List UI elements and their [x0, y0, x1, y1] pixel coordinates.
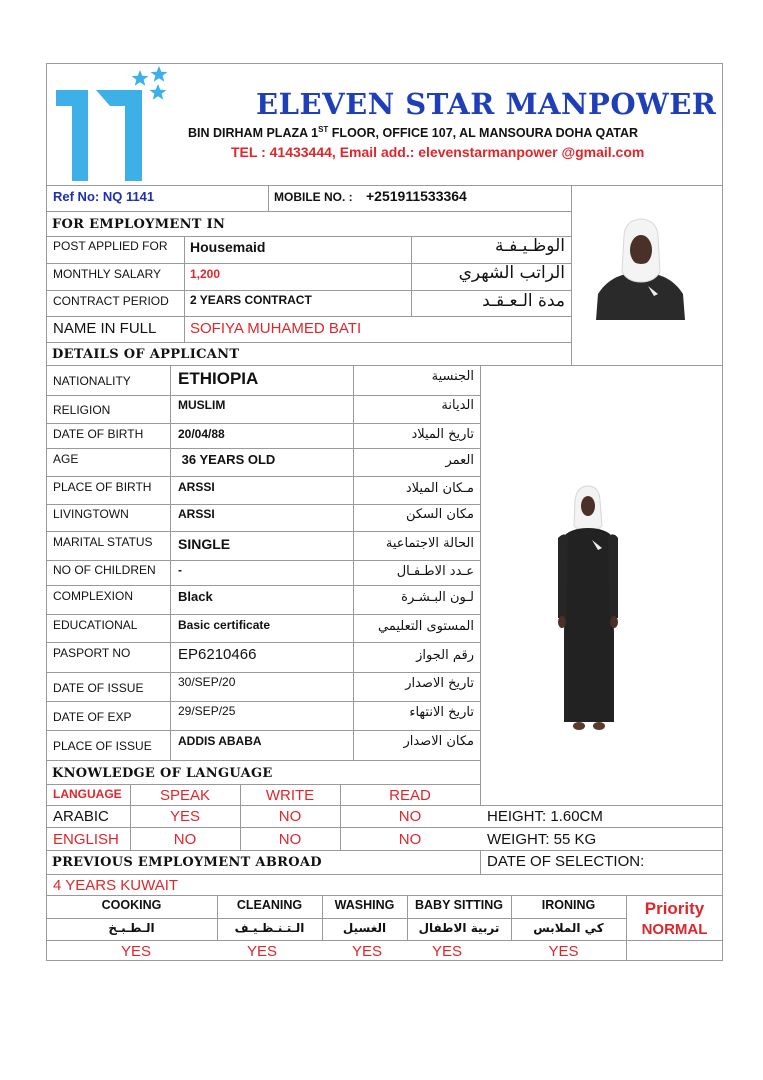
address-part1: BIN DIRHAM PLAZA 1	[188, 126, 319, 141]
company-address	[188, 126, 638, 140]
date-of-exp-value: 29/SEP/25	[178, 704, 236, 718]
nationality-label: NATIONALITY	[53, 374, 131, 388]
priority-value: NORMAL	[641, 921, 708, 938]
educational-label: EDUCATIONAL	[53, 618, 138, 632]
place-of-issue-value: ADDIS ABABA	[178, 734, 262, 748]
details-heading: DETAILS OF APPLICANT	[52, 347, 240, 362]
divider	[411, 236, 412, 316]
skill-baby-sitting-value: YES	[431, 943, 462, 960]
divider	[184, 236, 185, 342]
place-of-birth-label: PLACE OF BIRTH	[53, 480, 152, 494]
skill-cleaning-arabic: الـتـنـظـيـف	[234, 921, 305, 935]
star-icon	[151, 66, 168, 82]
complexion-value: Black	[178, 589, 213, 604]
age-value: 36 YEARS OLD	[178, 452, 276, 467]
post-applied-arabic: الوظـيـفـة	[494, 236, 565, 256]
address-part2: FLOOR, OFFICE 107, AL MANSOURA DOHA QATAR	[328, 126, 639, 141]
dob-arabic: تاريخ الميلاد	[411, 427, 474, 442]
language-arabic-speak: YES	[169, 808, 200, 825]
divider	[46, 395, 480, 396]
divider	[480, 365, 481, 805]
company-name: ELEVEN STAR MANPOWER	[256, 87, 717, 121]
date-of-issue-arabic: تاريخ الاصدار	[405, 676, 474, 691]
skill-cooking-value: YES	[120, 943, 151, 960]
mobile-value: +251911533364	[366, 188, 467, 204]
divider	[46, 531, 480, 532]
priority-label: Priority	[644, 899, 705, 918]
livingtown-label: LIVINGTOWN	[53, 507, 129, 521]
place-of-issue-arabic: مكان الاصدار	[403, 734, 474, 749]
divider	[46, 701, 480, 702]
children-arabic: عـدد الاطـفـال	[396, 564, 474, 579]
divider	[46, 760, 480, 761]
passport-label: PASPORT NO	[53, 646, 131, 660]
date-of-exp-label: DATE OF EXP	[53, 710, 132, 724]
mobile-label: MOBILE NO. :	[274, 190, 353, 204]
divider	[46, 642, 480, 643]
divider	[46, 342, 571, 343]
address-sup: ST	[318, 125, 329, 134]
date-of-selection-label: DATE OF SELECTION:	[487, 853, 645, 870]
livingtown-value: ARSSI	[178, 507, 215, 521]
logo-digit-2	[96, 90, 142, 181]
divider	[571, 185, 572, 365]
divider	[46, 895, 723, 896]
skill-baby-sitting-arabic: تربية الاطفال	[418, 921, 500, 935]
salary-value: 1,200	[190, 267, 221, 281]
skill-washing-arabic: الغسيل	[342, 921, 387, 935]
skill-baby-sitting-label: BABY SITTING	[415, 898, 503, 912]
divider	[353, 365, 354, 760]
divider	[46, 476, 480, 477]
language-english-name: ENGLISH	[53, 831, 119, 848]
name-label: NAME IN FULL	[53, 320, 157, 337]
children-value: -	[178, 563, 182, 577]
weight-value: WEIGHT: 55 KG	[487, 831, 597, 848]
divider	[268, 185, 269, 211]
date-of-exp-arabic: تاريخ الانتهاء	[409, 705, 474, 720]
star-icon	[132, 70, 149, 86]
language-english-read: NO	[398, 831, 422, 848]
divider	[46, 850, 723, 851]
contract-arabic: مدة الـعـقـد	[482, 291, 565, 311]
skill-ironing-arabic: كي الملابس	[533, 921, 604, 935]
language-english-write: NO	[278, 831, 302, 848]
religion-label: RELIGION	[53, 403, 111, 417]
language-col-language: LANGUAGE	[53, 787, 122, 801]
passport-value: EP6210466	[178, 646, 257, 663]
divider	[46, 185, 723, 186]
date-of-issue-label: DATE OF ISSUE	[53, 681, 144, 695]
divider	[46, 827, 723, 828]
height-value: HEIGHT: 1.60CM	[487, 808, 603, 825]
divider	[46, 211, 571, 212]
divider	[46, 805, 723, 806]
complexion-label: COMPLEXION	[53, 589, 134, 603]
salary-arabic: الراتب الشهري	[458, 263, 565, 283]
divider	[46, 236, 571, 237]
language-heading: KNOWLEDGE OF LANGUAGE	[52, 766, 273, 781]
divider	[46, 874, 723, 875]
nationality-value: ETHIOPIA	[178, 369, 259, 388]
divider	[46, 316, 571, 317]
complexion-arabic: لـون البـشـرة	[401, 590, 474, 605]
divider	[46, 448, 480, 449]
skill-ironing-value: YES	[548, 943, 579, 960]
marital-status-arabic: الحالة الاجتماعية	[385, 536, 474, 551]
dob-label: DATE OF BIRTH	[53, 427, 144, 441]
educational-value: Basic certificate	[178, 618, 271, 632]
skill-cleaning-label: CLEANING	[236, 898, 303, 912]
passport-arabic: رقم الجواز	[416, 648, 474, 663]
salary-label: MONTHLY SALARY	[53, 267, 162, 281]
nationality-arabic: الجنسية	[431, 369, 474, 384]
date-of-issue-value: 30/SEP/20	[178, 675, 236, 689]
marital-status-value: SINGLE	[178, 536, 231, 552]
applicant-portrait-photo	[596, 216, 685, 320]
place-of-birth-value: ARSSI	[178, 480, 215, 494]
children-label: NO OF CHILDREN	[53, 563, 156, 577]
language-english-speak: NO	[173, 831, 197, 848]
divider	[46, 585, 480, 586]
language-col-read: READ	[389, 787, 431, 804]
religion-value: MUSLIM	[178, 398, 226, 412]
divider	[46, 423, 480, 424]
skill-cleaning-value: YES	[246, 943, 277, 960]
ref-number: Ref No: NQ 1141	[53, 189, 155, 204]
divider	[46, 560, 480, 561]
logo-digit-1	[56, 90, 88, 181]
previous-employment-heading: PREVIOUS EMPLOYMENT ABROAD	[52, 855, 322, 870]
contract-value: 2 YEARS CONTRACT	[190, 293, 312, 307]
language-col-write: WRITE	[265, 787, 315, 804]
language-arabic-name: ARABIC	[53, 808, 109, 825]
skill-washing-value: YES	[351, 943, 382, 960]
divider	[46, 918, 626, 919]
divider	[46, 940, 723, 941]
livingtown-arabic: مكان السكن	[405, 507, 474, 522]
star-icon	[150, 84, 167, 100]
skill-washing-label: WASHING	[334, 898, 395, 912]
company-logo	[54, 64, 172, 186]
divider	[46, 614, 480, 615]
age-label: AGE	[53, 452, 79, 466]
divider	[46, 730, 480, 731]
educational-arabic: المستوى التعليمي	[378, 619, 474, 634]
marital-status-label: MARITAL STATUS	[53, 535, 153, 549]
skill-cooking-arabic: الـطـبـخ	[108, 921, 155, 935]
language-arabic-read: NO	[398, 808, 422, 825]
divider	[46, 365, 723, 366]
company-contact: TEL : 41433444, Email add.: elevenstarmanpower @gmail.com	[231, 144, 645, 160]
divider	[46, 784, 480, 785]
place-of-issue-label: PLACE OF ISSUE	[53, 739, 152, 753]
post-applied-label: POST APPLIED FOR	[53, 239, 168, 253]
employment-heading: FOR EMPLOYMENT IN	[52, 217, 226, 232]
language-arabic-write: NO	[278, 808, 302, 825]
divider	[480, 850, 481, 874]
applicant-full-body-photo	[544, 482, 620, 736]
divider	[170, 365, 171, 760]
place-of-birth-arabic: مـكان الميلاد	[405, 481, 474, 496]
skill-cooking-label: COOKING	[101, 898, 162, 912]
dob-value: 20/04/88	[178, 427, 225, 441]
divider	[46, 672, 480, 673]
language-col-speak: SPEAK	[159, 787, 211, 804]
post-applied-value: Housemaid	[190, 239, 266, 255]
religion-arabic: الديانة	[441, 398, 474, 413]
previous-employment-value: 4 YEARS KUWAIT	[53, 877, 179, 894]
age-arabic: العمر	[445, 453, 474, 468]
contract-label: CONTRACT PERIOD	[53, 294, 169, 308]
name-value: SOFIYA MUHAMED BATI	[190, 320, 362, 337]
divider	[46, 504, 480, 505]
skill-ironing-label: IRONING	[541, 898, 596, 912]
